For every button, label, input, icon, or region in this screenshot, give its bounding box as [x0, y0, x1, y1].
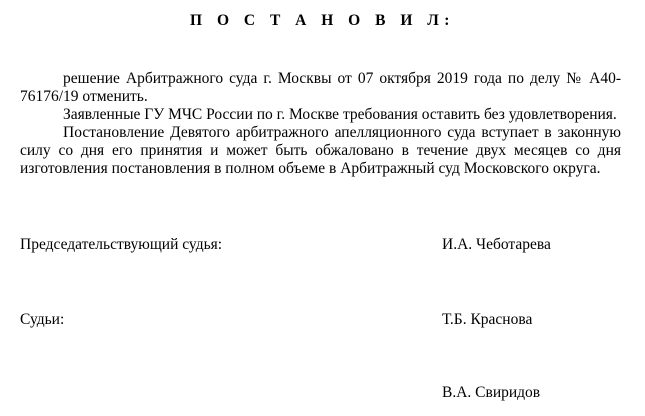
judges-label: Судьи: [20, 311, 65, 328]
paragraph-decision: решение Арбитражного суда г. Москвы от 07 октября 2019 года по делу № А40-76176/19 отменить. [20, 70, 621, 105]
paragraph-effect: Постановление Девятого арбитражного апелляционного суда вступает в законную силу со дня его принятия и может быть обжаловано в течение двух месяцев со дня изготовления постановления в полном объеме в Арбитражный суд Московского округа. [20, 124, 621, 177]
judge-name-1: Т.Б. Краснова [442, 311, 533, 328]
paragraph-claims: Заявленные ГУ МЧС России по г. Москве требования оставить без удовлетворения. [63, 106, 617, 123]
judge-name-2: В.А. Свиридов [442, 384, 541, 401]
presiding-judge-name: И.А. Чеботарева [442, 236, 551, 253]
presiding-judge-label: Председательствующий судья: [20, 236, 223, 253]
resolution-heading: П О С Т А Н О В И Л: [190, 12, 455, 29]
resolution-body [20, 70, 621, 178]
